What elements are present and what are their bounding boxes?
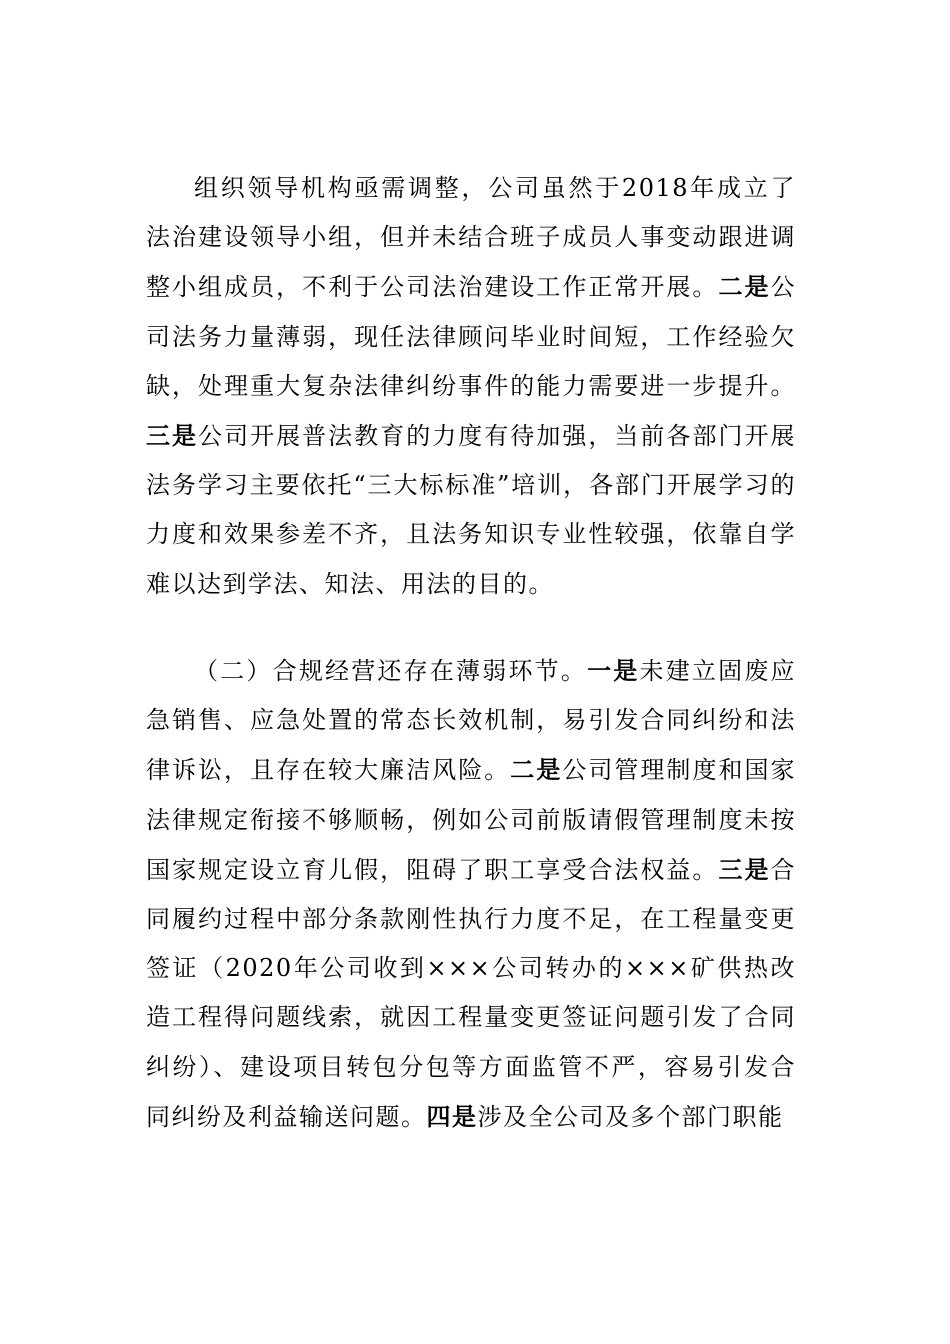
- enumeration-marker: 三是: [718, 854, 771, 884]
- enumeration-marker: 二是: [718, 272, 771, 302]
- paragraph-text: 未建立固废应急销售、应急处置的常态长效机制，易引发合同纠纷和法律诉讼，且存在较大廉洁风险。: [146, 657, 797, 785]
- enumeration-marker: 四是: [426, 1101, 478, 1131]
- body-paragraph: [146, 164, 796, 609]
- enumeration-marker: 三是: [146, 421, 199, 451]
- paragraph-text: 合同履约过程中部分条款刚性执行力度不足，在工程量变更签证（2020年公司收到×××公司转办的×××矿供热改造工程得问题线索，就因工程量变更签证问题引发了合同纠纷）、建设项目转包分包等方面监管不严，容易引发合同纠纷及利益输送问题。: [146, 855, 797, 1131]
- paragraph-text: 涉及全公司及多个部门职能: [477, 1102, 784, 1131]
- paragraph-text: 组织领导机构亟需调整，公司虽然于2018年成立了法治建设领导小组，但并未结合班子成员人事变动跟进调整小组成员，不利于公司法治建设工作正常开展。: [146, 174, 796, 302]
- paragraph-text: 公司开展普法教育的力度有待加强，当前各部门开展法务学习主要依托“三大标标准”培训，各部门开展学习的力度和效果参差不齐，且法务知识专业性较强，依靠自学难以达到学法、知法、用法的目的。: [146, 422, 797, 598]
- paragraph-text: 公司管理制度和国家法律规定衔接不够顺畅，例如公司前版请假管理制度未按国家规定设立育儿假，阻碍了职工享受合法权益。: [146, 756, 797, 884]
- enumeration-marker: 一是: [587, 656, 640, 685]
- enumeration-marker: 二是: [510, 755, 563, 785]
- section-heading-text: （二）合规经营还存在薄弱环节。: [194, 657, 588, 685]
- paragraph-text: 公司法务力量薄弱，现任法律顾问毕业时间短，工作经验欠缺，处理重大复杂法律纠纷事件的能力需要进一步提升。: [146, 273, 797, 400]
- body-paragraph: [146, 646, 796, 1142]
